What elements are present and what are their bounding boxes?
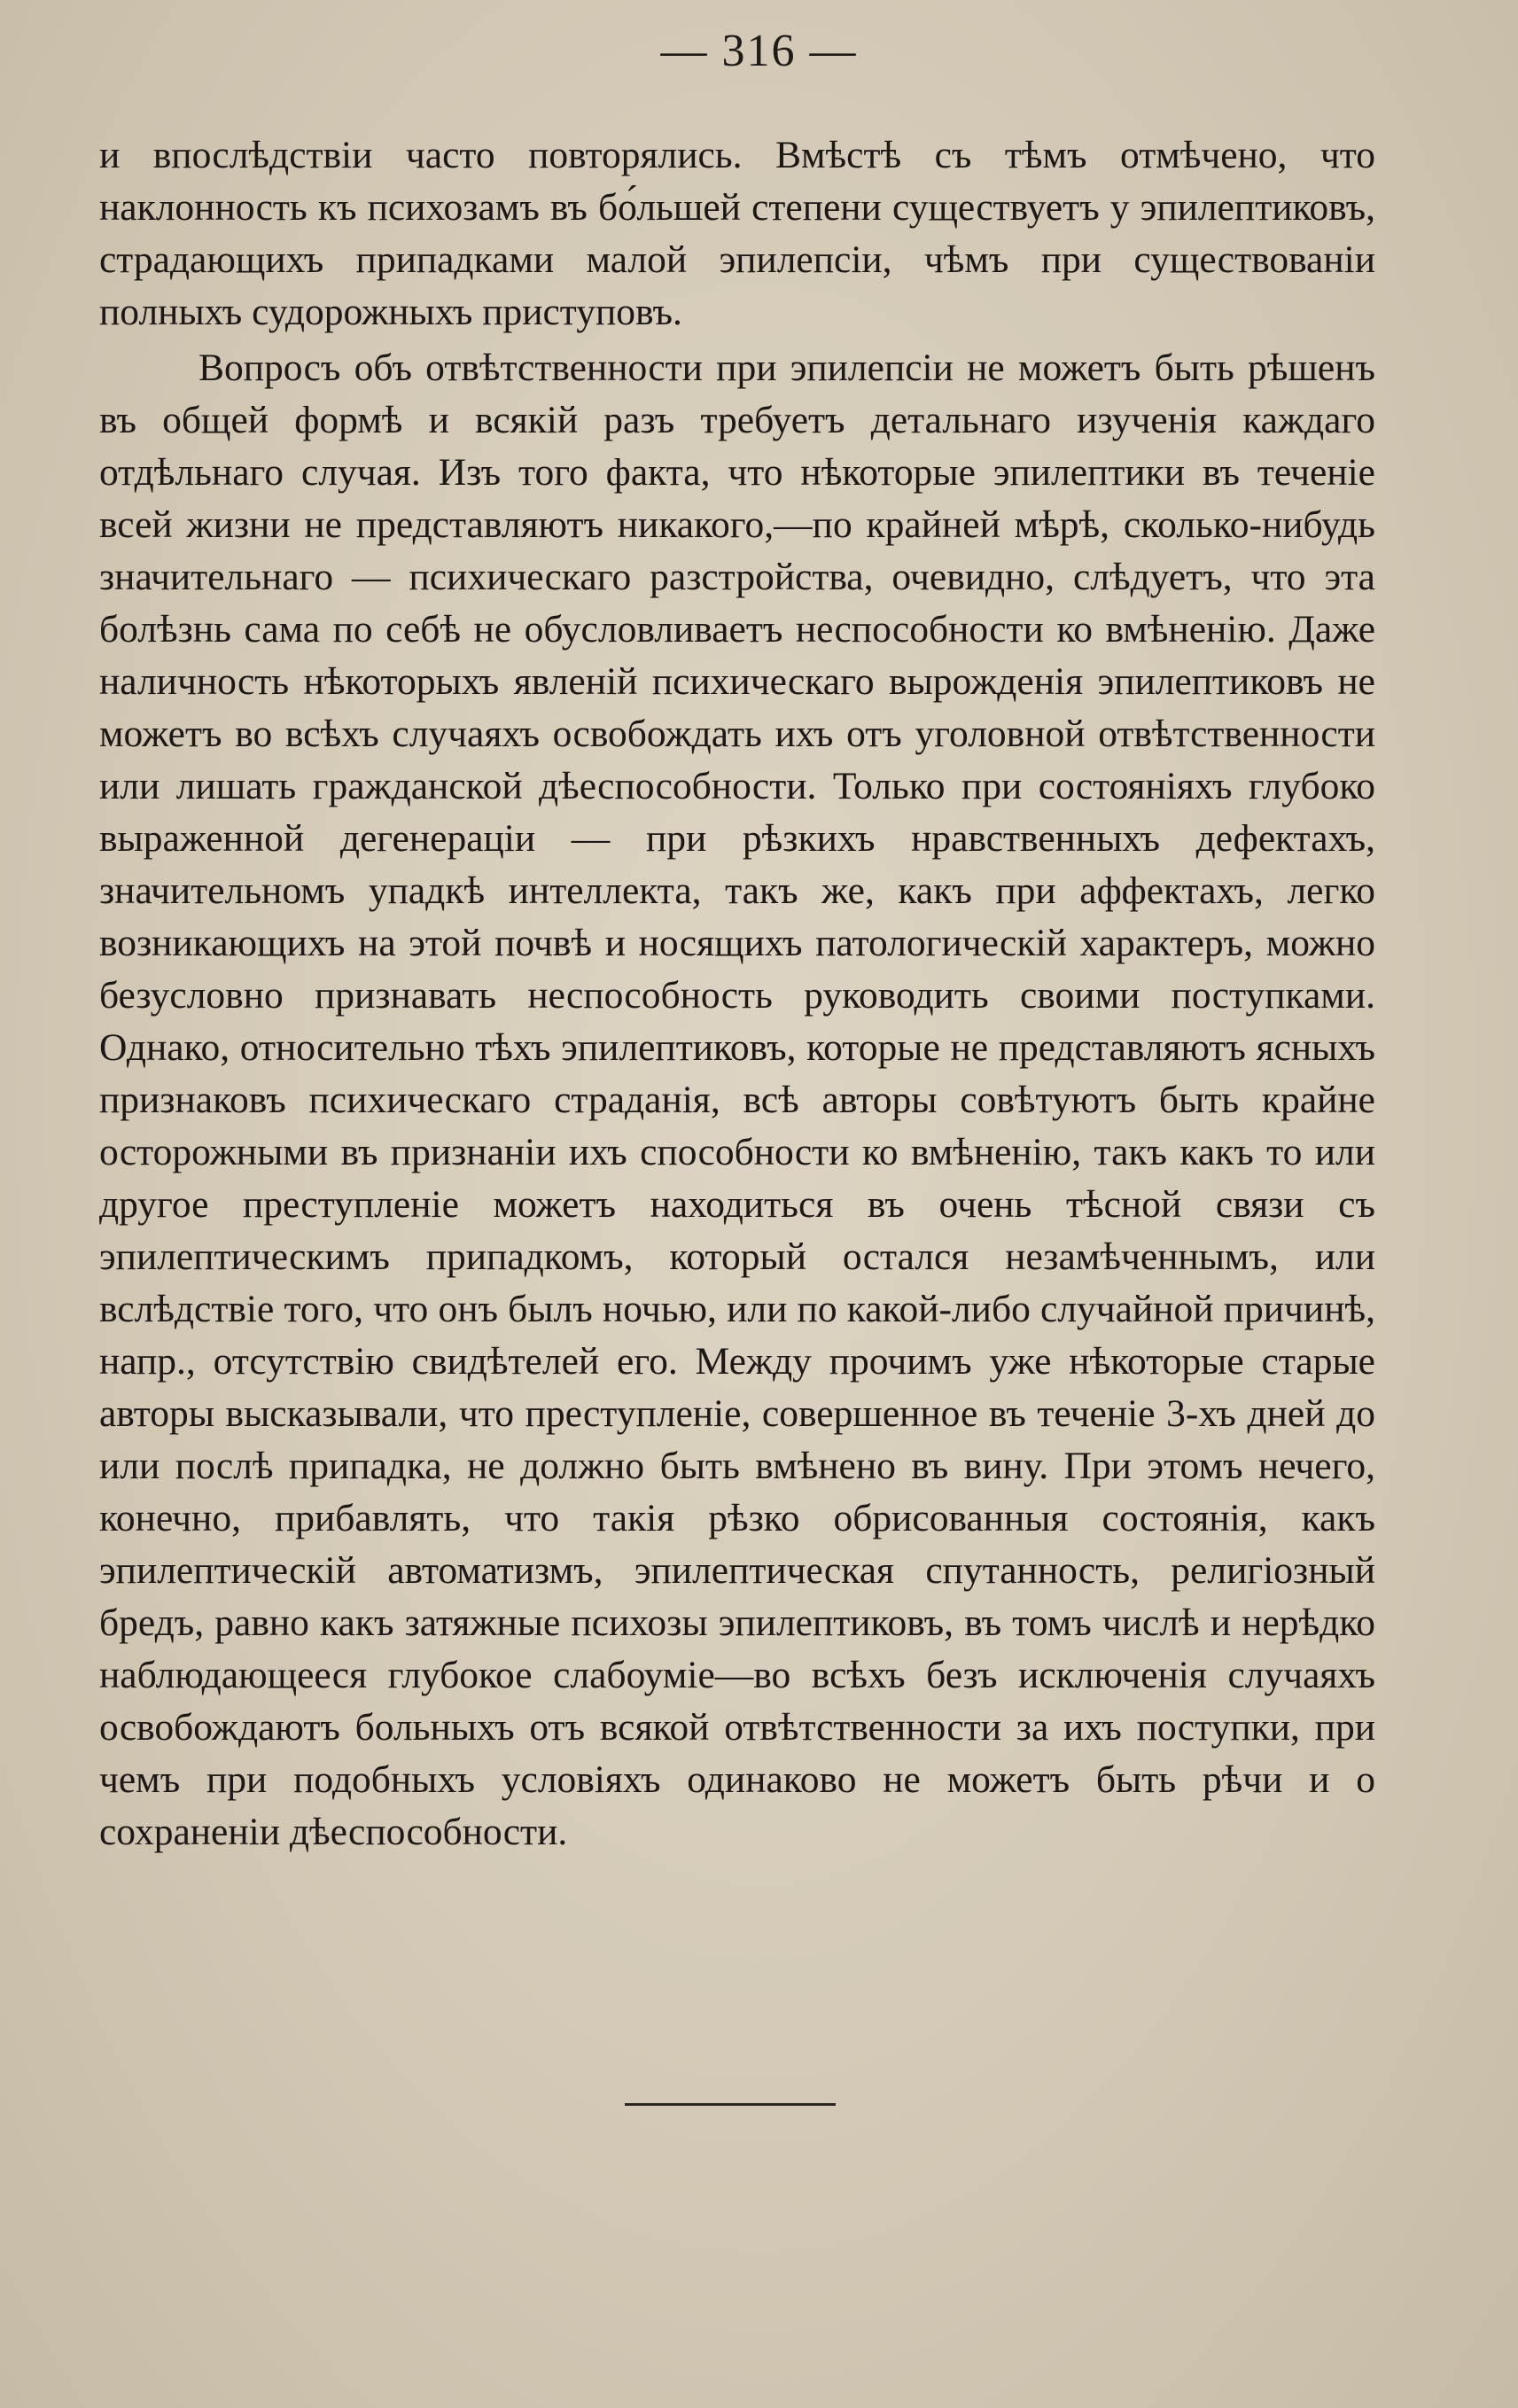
paragraph-continuation: и впослѣдствіи часто повторялись. Вмѣстѣ съ тѣмъ отмѣчено, что наклонность къ психозамъ въ бо́льшей степени существуетъ у эпилептиковъ, страдающихъ припадками малой эпилепсіи, чѣмъ при существованіи полныхъ судорожныхъ приступовъ.	[99, 134, 1375, 333]
body-text	[99, 129, 1375, 1859]
paragraph-responsibility: Вопросъ объ отвѣтственности при эпилепсіи не можетъ быть рѣшенъ въ общей формѣ и всякій разъ требуетъ детальнаго изученія каждаго отдѣльнаго случая. Изъ того факта, что нѣкоторые эпилептики въ теченіе всей жизни не представляютъ никакого,—по крайней мѣрѣ, сколько-нибудь значительнаго — психическаго разстройства, очевидно, слѣдуетъ, что эта болѣзнь сама по себѣ не обусловливаетъ неспособности ко вмѣненію. Даже наличность нѣкоторыхъ явленій психическаго вырожденія эпилептиковъ не можетъ во всѣхъ случаяхъ освобождать ихъ отъ уголовной отвѣтственности или лишать гражданской дѣеспособности. Только при состояніяхъ глубоко выраженной дегенераціи — при рѣзкихъ нравственныхъ дефектахъ, значительномъ упадкѣ интеллекта, такъ же, какъ при аффектахъ, легко возникающихъ на этой почвѣ и носящихъ патологическій характеръ, можно безусловно признавать неспособность руководить своими поступками. Однако, относительно тѣхъ эпилептиковъ, которые не представляютъ ясныхъ признаковъ психическаго страданія, всѣ авторы совѣтуютъ быть крайне осторожными въ признаніи ихъ способности ко вмѣненію, такъ какъ то или другое преступленіе можетъ находиться въ очень тѣсной связи съ эпилептическимъ припадкомъ, который остался незамѣченнымъ, или вслѣдствіе того, что онъ былъ ночью, или по какой-либо случайной причинѣ, напр., отсутствію свидѣтелей его. Между прочимъ уже нѣкоторые старые авторы высказывали, что преступленіе, совершенное въ теченіе 3-хъ дней до или послѣ припадка, не должно быть вмѣнено въ вину. При этомъ нечего, конечно, прибавлять, что такія рѣзко обрисованныя состоянія, какъ эпилептическій автоматизмъ, эпилептическая спутанность, религіозный бредъ, равно какъ затяжные психозы эпилептиковъ, въ томъ числѣ и нерѣдко наблюдающееся глубокое слабоуміе—во всѣхъ безъ исключенія случаяхъ освобождаютъ больныхъ отъ всякой отвѣтственности за ихъ поступки, при чемъ при подобныхъ условіяхъ одинаково не можетъ быть рѣчи и о сохраненіи дѣеспособности.	[99, 347, 1375, 1853]
section-end-rule	[625, 2103, 836, 2106]
page-number: — 316 —	[660, 26, 858, 76]
